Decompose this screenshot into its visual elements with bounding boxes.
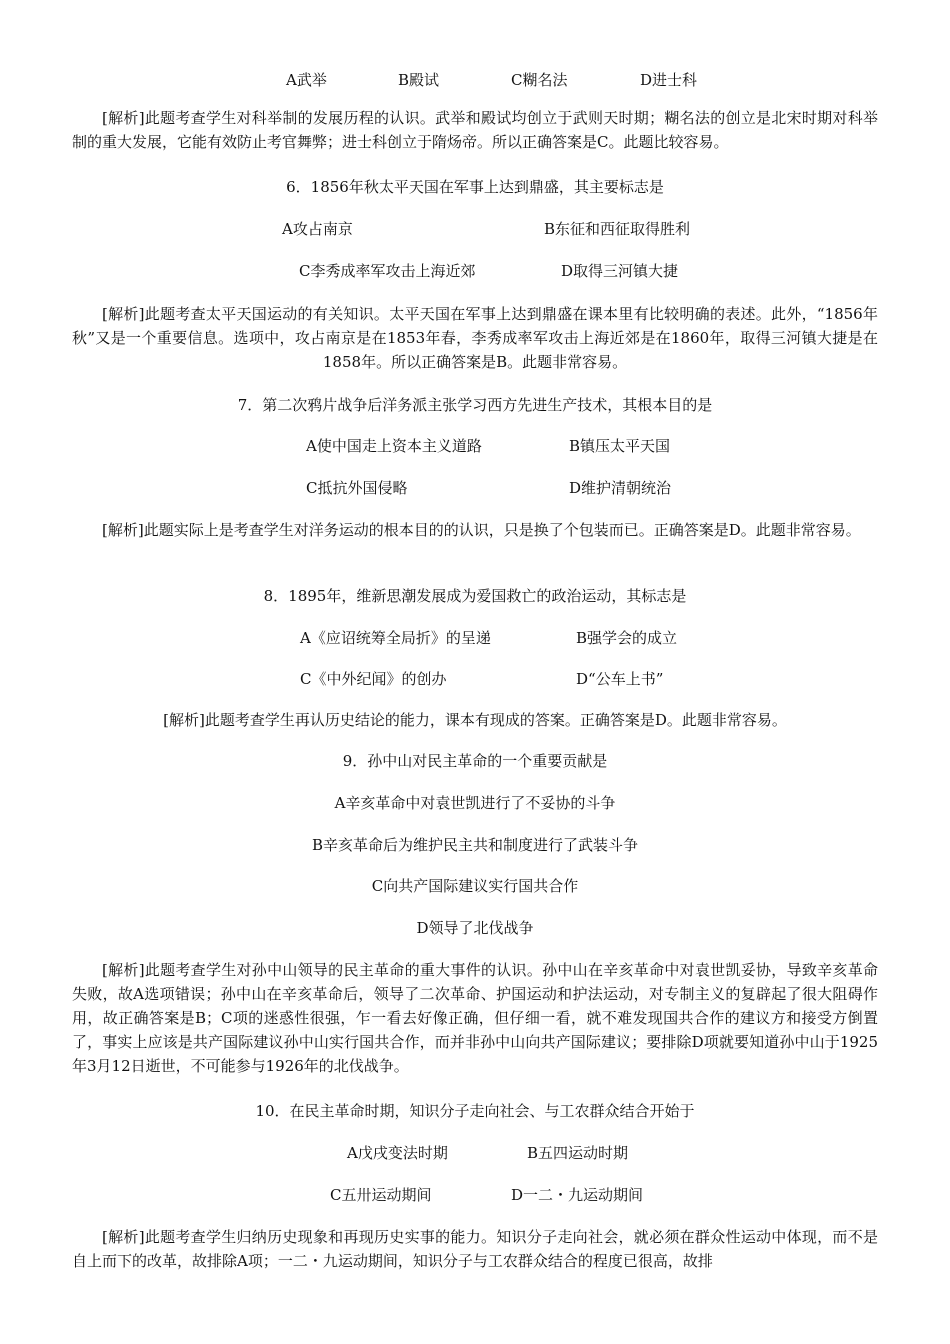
q10-option-b: B五四运动时期	[527, 1144, 629, 1162]
q9-option-d: D领导了北伐战争	[416, 919, 534, 937]
q6-option-d: D取得三河镇大捷	[561, 262, 679, 280]
q6-option-b: B东征和西征取得胜利	[544, 220, 691, 238]
q10-question: 10．在民主革命时期，知识分子走向社会、与工农群众结合开始于	[255, 1102, 695, 1120]
q8-option-a: A《应诏统筹全局折》的呈递	[300, 629, 491, 647]
q7-option-a: A使中国走上资本主义道路	[306, 437, 482, 455]
q9-question: 9．孙中山对民主革命的一个重要贡献是	[342, 752, 608, 770]
q6-option-a: A攻占南京	[282, 220, 353, 238]
q10-option-a: A戊戌变法时期	[347, 1144, 448, 1162]
q8-analysis: [解析]此题考查学生再认历史结论的能力，课本有现成的答案。正确答案是D。此题非常容易。	[163, 711, 787, 729]
q10-option-d: D一二・九运动期间	[511, 1186, 644, 1204]
q5-analysis: [解析]此题考查学生对科举制的发展历程的认识。武举和殿试均创立于武则天时期；糊名法的创立是北宋时期对科举制的重大发展，它能有效防止考官舞弊；进士科创立于隋炀帝。所以正确答案是C。此题比较容易。	[72, 109, 878, 151]
q9-option-a: A辛亥革命中对袁世凯进行了不妥协的斗争	[334, 794, 616, 812]
q10-analysis: [解析]此题考查学生归纳历史现象和再现历史实事的能力。知识分子走向社会，就必须在群众性运动中体现，而不是自上而下的改革，故排除A项；一二・九运动期间，知识分子与工农群众结合的程度已很高，故排	[72, 1228, 878, 1270]
q8-option-b: B强学会的成立	[576, 629, 678, 647]
q6-option-c: C李秀成率军攻击上海近郊	[299, 262, 476, 280]
q7-option-b: B镇压太平天国	[569, 437, 671, 455]
q8-question: 8．1895年，维新思潮发展成为爱国救亡的政治运动，其标志是	[263, 587, 687, 605]
q5-option-c: C糊名法	[511, 71, 568, 89]
q9-option-c: C向共产国际建议实行国共合作	[371, 877, 579, 895]
q8-option-c: C《中外纪闻》的创办	[300, 670, 447, 688]
q5-option-b: B殿试	[398, 71, 440, 89]
q10-option-c: C五卅运动期间	[330, 1186, 432, 1204]
q5-option-d: D进士科	[640, 71, 698, 89]
q7-analysis: [解析]此题实际上是考查学生对洋务运动的根本目的的认识，只是换了个包装而已。正确答案是D。此题非常容易。	[102, 521, 861, 539]
q6-analysis: [解析]此题考查太平天国运动的有关知识。太平天国在军事上达到鼎盛在课本里有比较明确的表述。此外，“1856年秋”又是一个重要信息。选项中，攻占南京是在1853年春，李秀成率军攻击上海近郊是在1860年，取得三河镇大捷是在1858年。所以正确答案是B。此题非常容易。	[72, 305, 878, 371]
q7-question: 7．第二次鸦片战争后洋务派主张学习西方先进生产技术，其根本目的是	[237, 396, 713, 414]
q8-option-d: D“公车上书”	[576, 670, 664, 688]
q9-analysis: [解析]此题考查学生对孙中山领导的民主革命的重大事件的认识。孙中山在辛亥革命中对袁世凯妥协，导致辛亥革命失败，故A选项错误；孙中山在辛亥革命后，领导了二次革命、护国运动和护法运动，对专制主义的复辟起了很大阻碍作用，故正确答案是B；C项的迷惑性很强，乍一看去好像正确，但仔细一看，就不难发现国共合作的建议方和接受方倒置了，事实上应该是共产国际建议孙中山实行国共合作，而并非孙中山向共产国际建议；要排除D项就要知道孙中山于1925年3月12日逝世，不可能参与1926年的北伐战争。	[72, 961, 878, 1075]
q9-option-b: B辛亥革命后为维护民主共和制度进行了武装斗争	[311, 836, 639, 854]
q7-option-c: C抵抗外国侵略	[306, 479, 408, 497]
q6-question: 6．1856年秋太平天国在军事上达到鼎盛，其主要标志是	[286, 178, 664, 196]
q7-option-d: D维护清朝统治	[569, 479, 672, 497]
q5-option-a: A武举	[286, 71, 327, 89]
